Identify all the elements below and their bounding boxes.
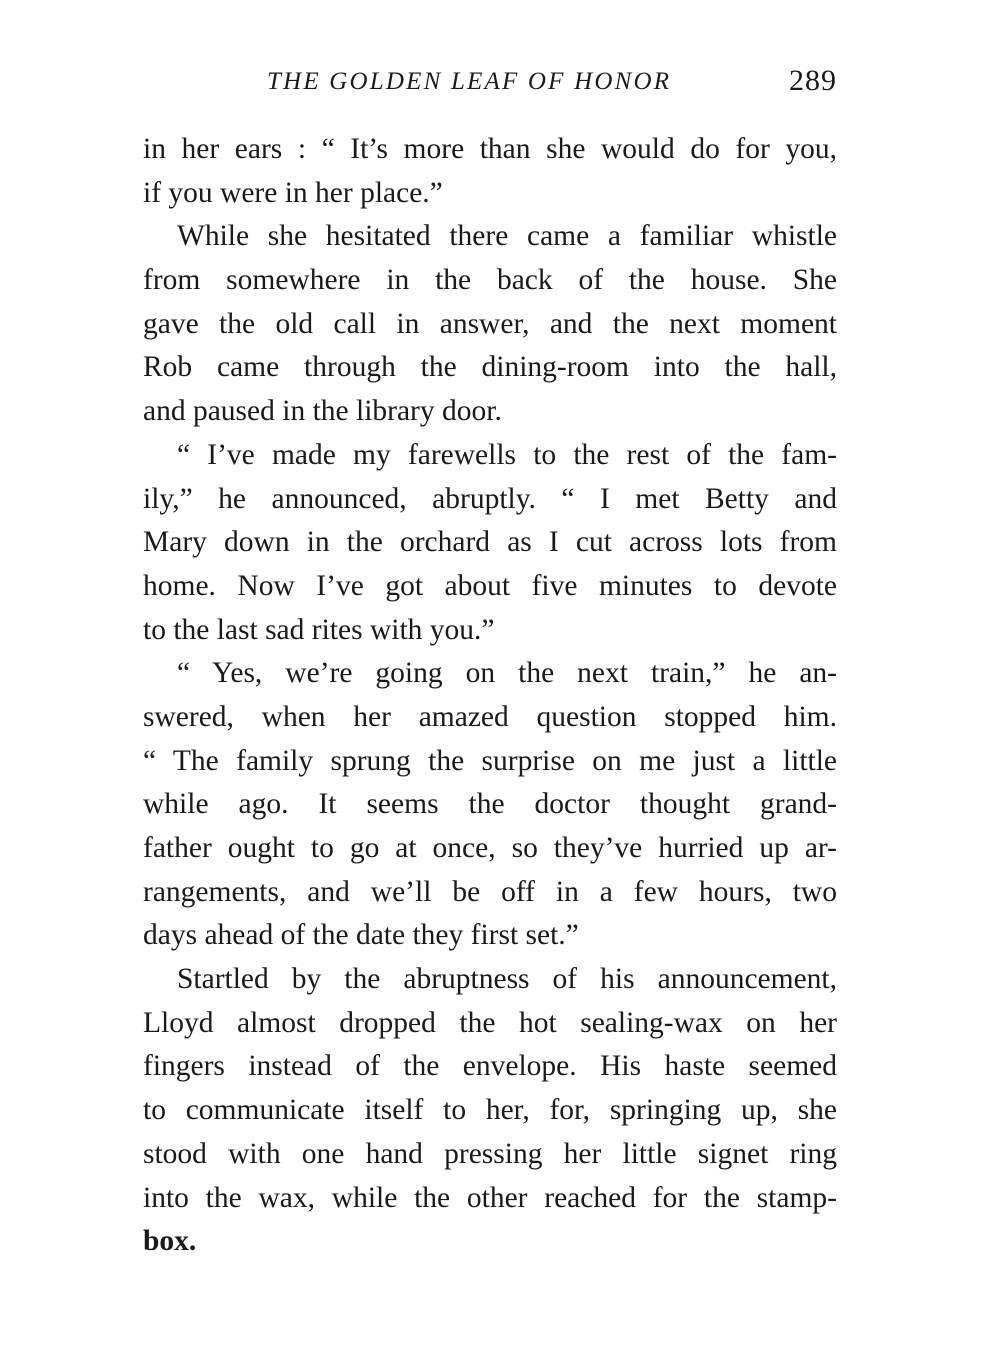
text-line: father ought to go at once, so they’ve hurried up ar- [143, 832, 837, 864]
body-text [143, 128, 837, 1264]
text-line: rangements, and we’ll be off in a few hours, two [143, 875, 837, 908]
text-line: from somewhere in the back of the house. She [143, 264, 837, 297]
text-line: fingers instead of the envelope. His haste seemed [143, 1050, 837, 1083]
text-line: Lloyd almost dropped the hot sealing-wax on her [143, 1006, 837, 1039]
text-line: to communicate itself to her, for, springing up, she [143, 1094, 837, 1127]
text-line: “ I’ve made my farewells to the rest of the fam- [177, 438, 837, 471]
text-line: swered, when her amazed question stopped him. [143, 700, 837, 733]
text-line: if you were in her place.” [143, 176, 443, 209]
text-line: “ Yes, we’re going on the next train,” he an- [177, 657, 837, 690]
text-line: gave the old call in answer, and the next moment [143, 307, 837, 340]
text-line: Rob came through the dining-room into the hall, [143, 351, 837, 384]
text-line: while ago. It seems the doctor thought grand- [143, 788, 837, 821]
text-line: stood with one hand pressing her little signet ring [143, 1137, 837, 1170]
text-line: “ The family sprung the surprise on me just a little [143, 744, 837, 777]
running-head [143, 62, 837, 102]
text-line: home. Now I’ve got about five minutes to devote [143, 569, 837, 602]
text-line: days ahead of the date they first set.” [143, 919, 579, 952]
text-line: Startled by the abruptness of his announcement, [177, 963, 837, 996]
text-line: in her ears : “ It’s more than she would do for you, [143, 133, 837, 165]
text-line: box. [143, 1225, 197, 1258]
text-line: into the wax, while the other reached for the stamp- [143, 1181, 837, 1214]
text-line: ily,” he announced, abruptly. “ I met Betty and [143, 482, 837, 515]
text-line: and paused in the library door. [143, 395, 502, 428]
running-title: THE GOLDEN LEAF OF HONOR [267, 68, 672, 95]
text-line: While she hesitated there came a familiar whistle [177, 220, 837, 253]
text-line: to the last sad rites with you.” [143, 613, 495, 646]
page-number: 289 [789, 64, 837, 97]
text-line: Mary down in the orchard as I cut across lots from [143, 526, 837, 559]
